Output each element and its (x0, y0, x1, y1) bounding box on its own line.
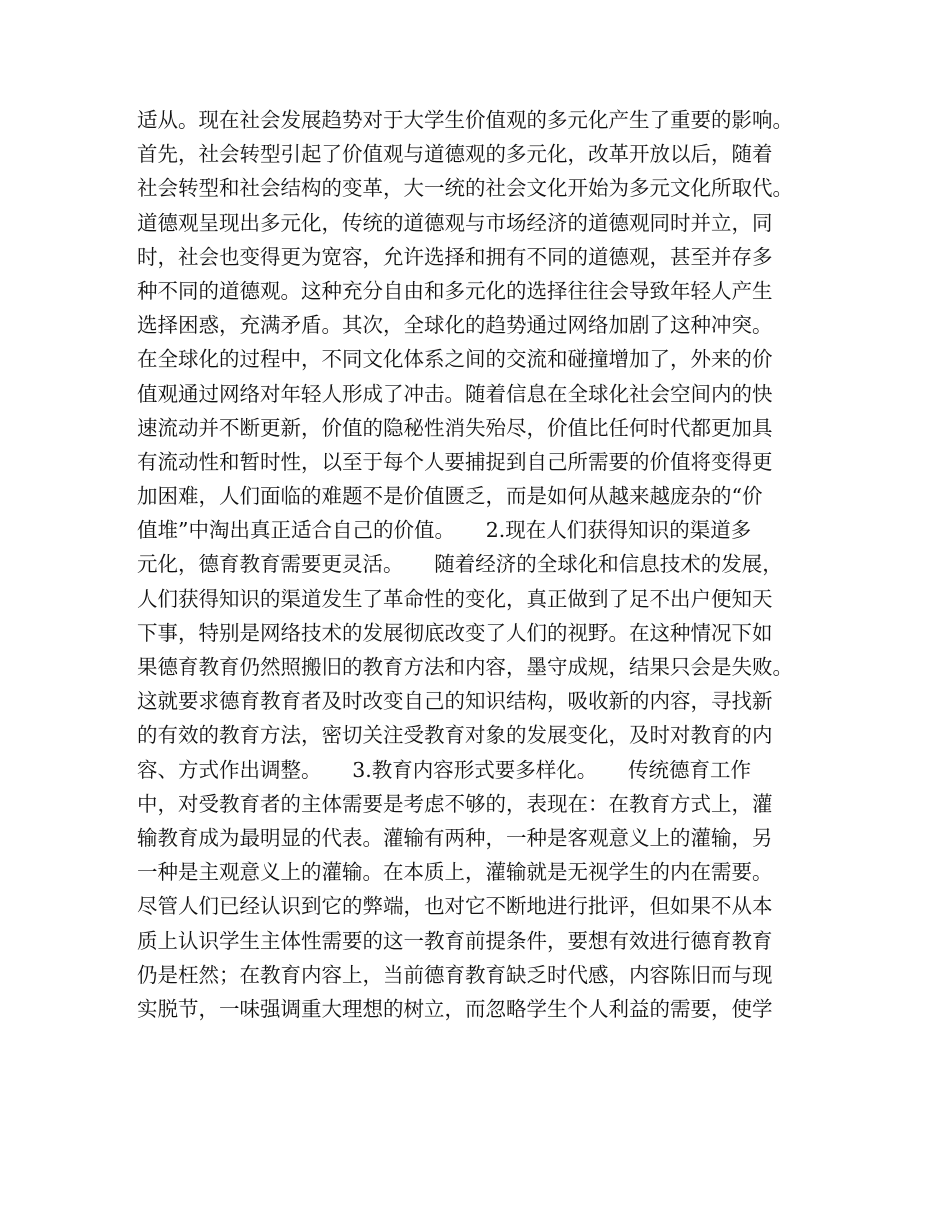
text-line: 在全球化的过程中，不同文化体系之间的交流和碰撞增加了，外来的价 (137, 347, 773, 372)
text-line: 种不同的道德观。这种充分自由和多元化的选择往往会导致年轻人产生 (137, 278, 773, 303)
text-line: 这就要求德育教育者及时改变自己的知识结构，吸收新的内容，寻找新 (137, 689, 773, 714)
text-line: 下事，特别是网络技术的发展彻底改变了人们的视野。在这种情况下如 (137, 620, 773, 645)
text-line: 质上认识学生主体性需要的这一教育前提条件，要想有效进行德育教育 (137, 928, 773, 953)
body-text (137, 103, 827, 1026)
text-line: 社会转型和社会结构的变革，大一统的社会文化开始为多元文化所取代。 (137, 176, 793, 201)
text-line: 选择困惑，充满矛盾。其次，全球化的趋势通过网络加剧了这种冲突。 (137, 313, 773, 338)
text-line: 果德育教育仍然照搬旧的教育方法和内容，墨守成规，结果只会是失败。 (137, 655, 793, 679)
text-line: 值堆”中淘出真正适合自己的价值。 2.现在人们获得知识的渠道多 (137, 518, 752, 543)
text-line: 输教育成为最明显的代表。灌输有两种，一种是客观意义上的灌输，另 (137, 825, 773, 850)
text-line: 时，社会也变得更为宽容，允许选择和拥有不同的道德观，甚至并存多 (137, 244, 773, 269)
text-line: 一种是主观意义上的灌输。在本质上，灌输就是无视学生的内在需要。 (137, 860, 773, 885)
text-line: 中，对受教育者的主体需要是考虑不够的，表现在：在教育方式上，灌 (137, 791, 773, 816)
text-line: 实脱节，一味强调重大理想的树立，而忽略学生个人利益的需要，使学 (137, 996, 773, 1021)
text-line: 道德观呈现出多元化，传统的道德观与市场经济的道德观同时并立，同 (137, 210, 773, 235)
text-line: 元化，德育教育需要更灵活。 随着经济的全球化和信息技术的发展， (137, 552, 783, 577)
text-line: 容、方式作出调整。 3.教育内容形式要多样化。 传统德育工作 (137, 757, 752, 782)
text-line: 仍是枉然；在教育内容上，当前德育教育缺乏时代感，内容陈旧而与现 (137, 962, 773, 987)
text-line: 人们获得知识的渠道发生了革命性的变化，真正做到了足不出户便知天 (137, 586, 773, 611)
text-line: 加困难，人们面临的难题不是价值匮乏，而是如何从越来越庞杂的“价 (137, 484, 763, 509)
text-line: 值观通过网络对年轻人形成了冲击。随着信息在全球化社会空间内的快 (137, 381, 773, 406)
text-line: 适从。现在社会发展趋势对于大学生价值观的多元化产生了重要的影响。 (137, 108, 793, 132)
text-line: 首先，社会转型引起了价值观与道德观的多元化，改革开放以后，随着 (137, 142, 773, 167)
text-line: 的有效的教育方法，密切关注受教育对象的发展变化，及时对教育的内 (137, 723, 773, 748)
text-line: 尽管人们已经认识到它的弊端，也对它不断地进行批评，但如果不从本 (137, 894, 773, 919)
text-line: 有流动性和暂时性，以至于每个人要捕捉到自己所需要的价值将变得更 (137, 449, 773, 474)
text-line: 速流动并不断更新，价值的隐秘性消失殆尽，价值比任何时代都更加具 (137, 415, 773, 440)
